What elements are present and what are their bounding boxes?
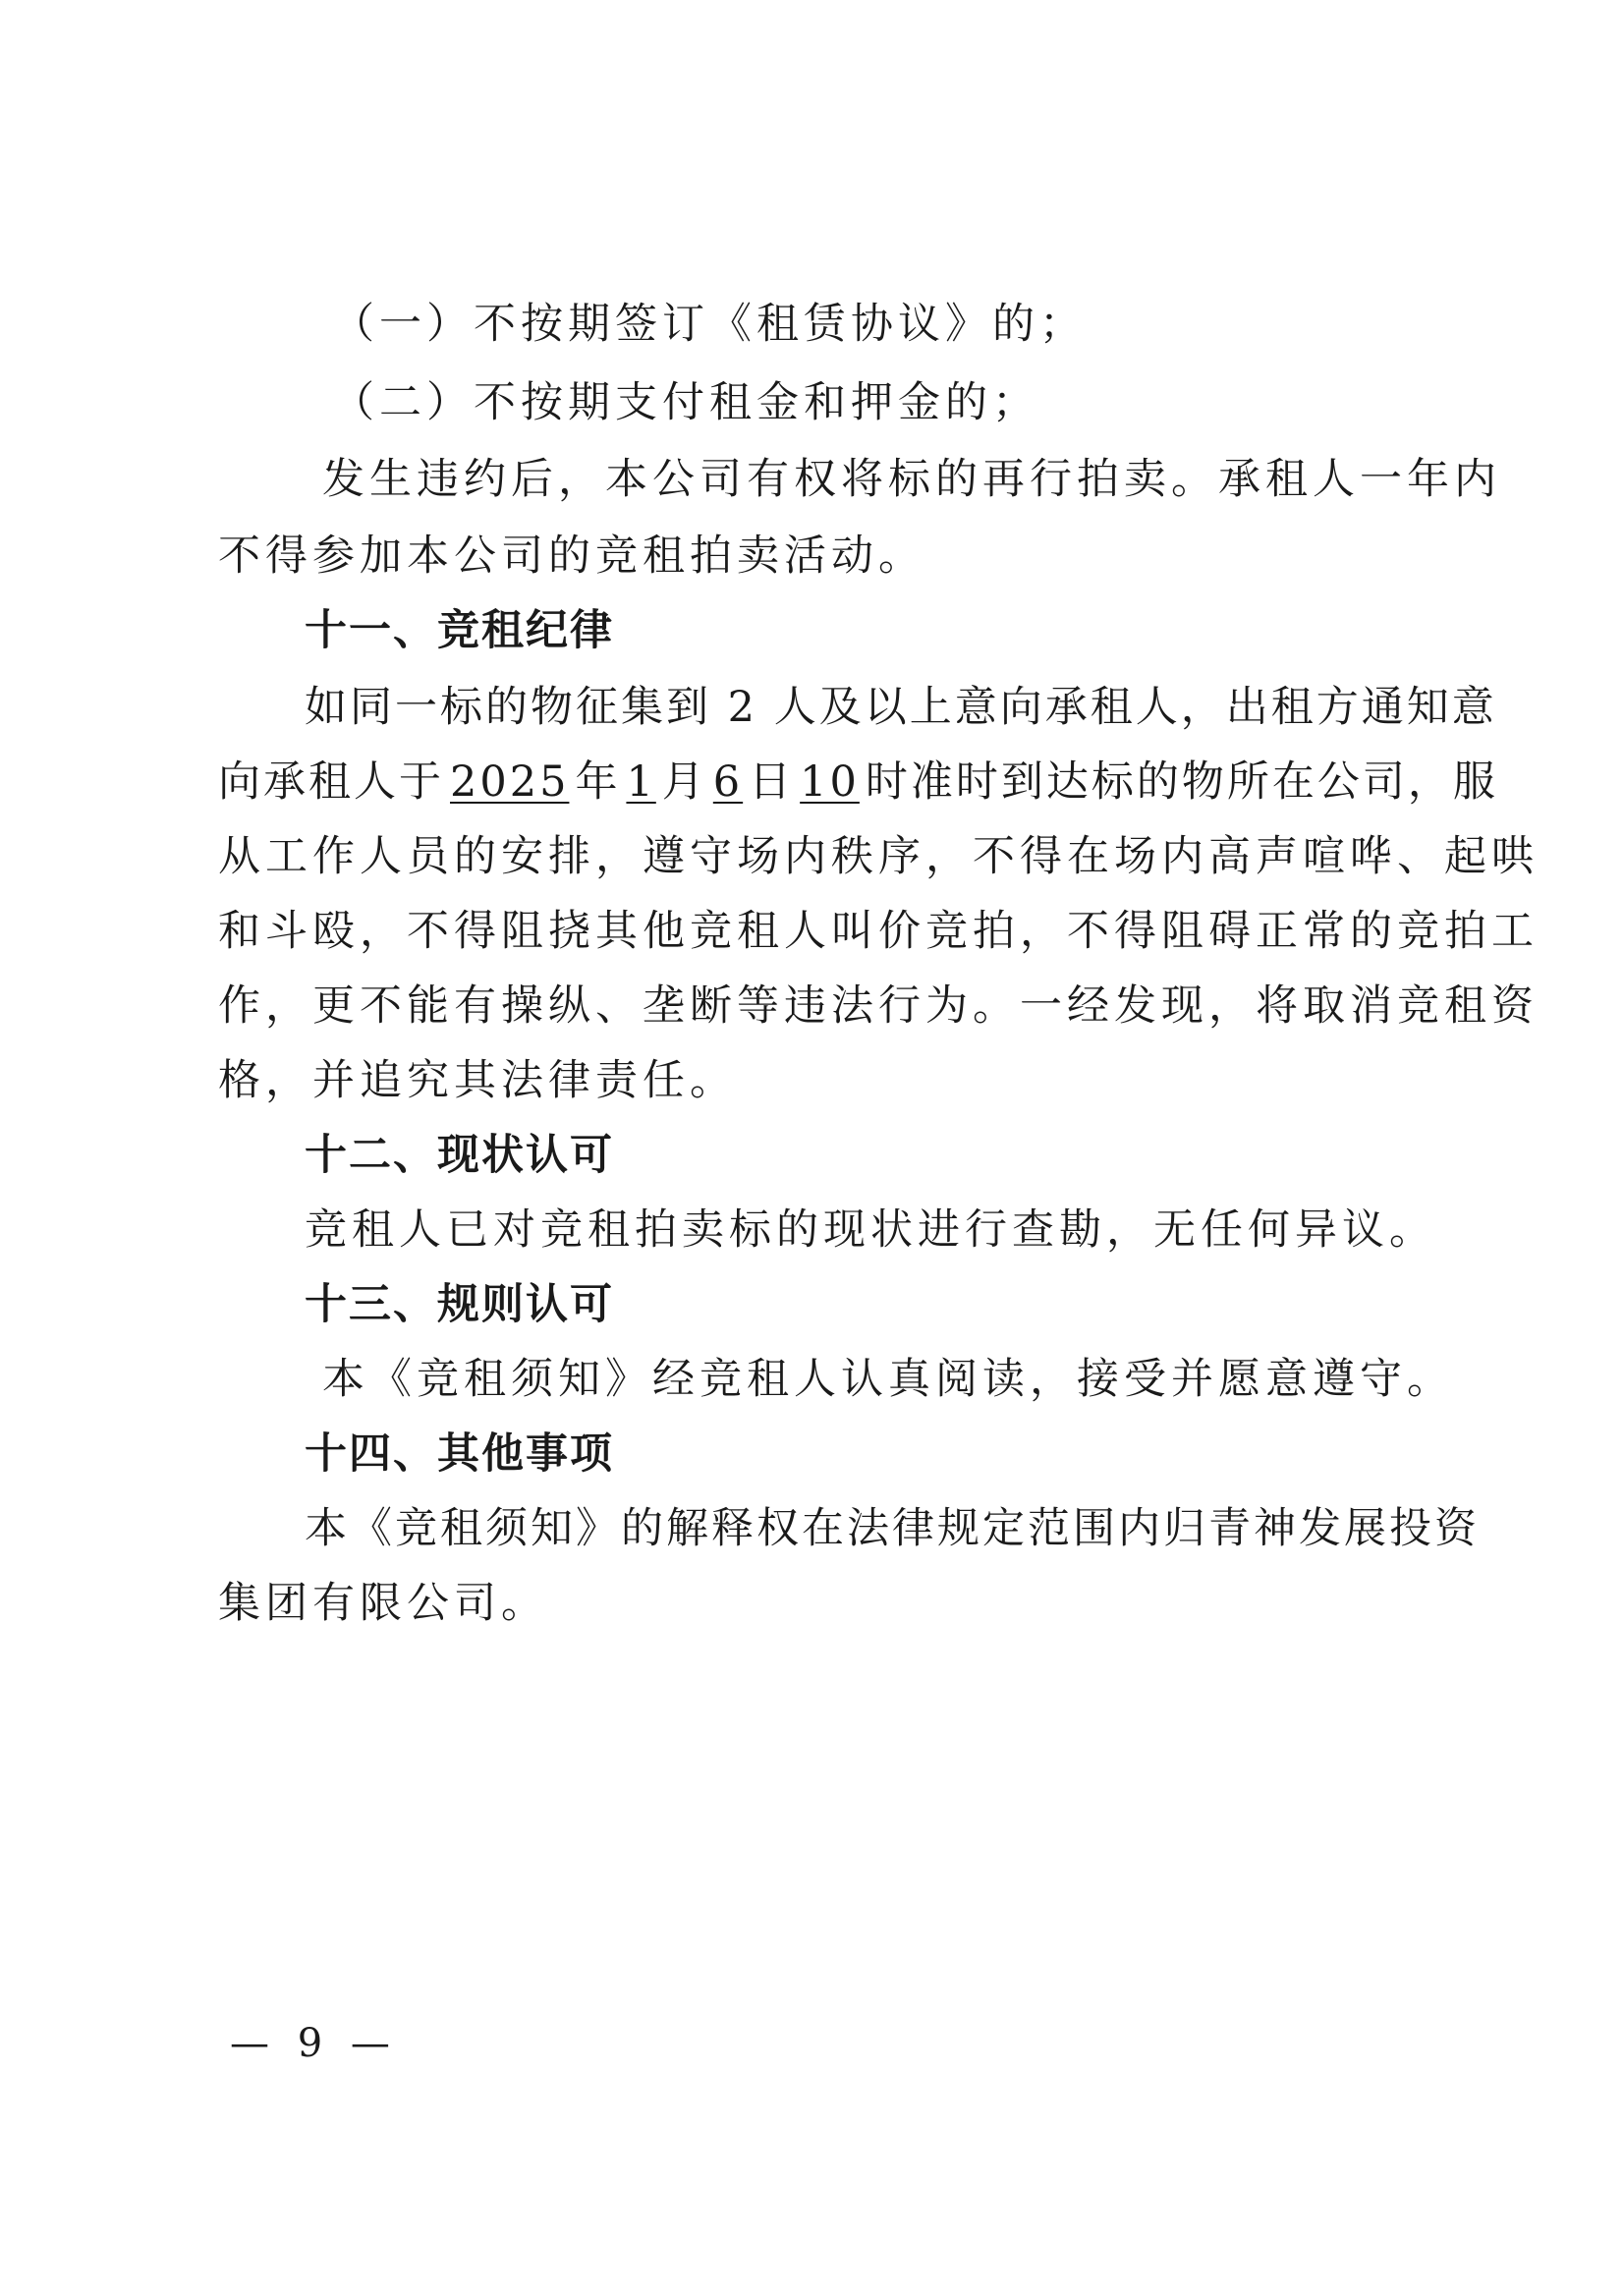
date-day: 6 [712, 757, 744, 807]
paragraph-line: 发生违约后，本公司有权将标的再行拍卖。承租人一年内 [322, 455, 1501, 504]
section-heading-14: 十四、其他事项 [305, 1429, 614, 1479]
date-year: 2025 [450, 757, 570, 807]
paragraph-line: 竞租人已对竞租拍卖标的现状进行查勘，无任何异议。 [305, 1205, 1436, 1255]
paragraph-line: 本《竞租须知》经竞租人认真阅读，接受并愿意遵守。 [322, 1355, 1454, 1404]
paragraph-line: 本《竞租须知》的解释权在法律规定范围内归青神发展投资 [305, 1504, 1480, 1553]
paragraph-line-date [218, 753, 1498, 812]
date-prefix: 向承租人于 [218, 757, 444, 807]
paragraph-line: 如同一标的物征集到 2 人及以上意向承租人，出租方通知意 [305, 683, 1497, 732]
paragraph-line: 作，更不能有操纵、垄断等违法行为。一经发现，将取消竞租资 [218, 981, 1539, 1031]
paragraph-line: 和斗殴，不得阻挠其他竞租人叫价竞拍，不得阻碍正常的竞拍工 [218, 907, 1539, 956]
paragraph-line: 不得参加本公司的竞租拍卖活动。 [218, 532, 925, 581]
clause-item-2: （二）不按期支付租金和押金的； [332, 378, 1039, 427]
clause-item-1: （一）不按期签订《租赁协议》的； [332, 300, 1087, 349]
page-number: — 9 — [230, 2021, 398, 2066]
date-suffix: 时准时到达标的物所在公司，服 [865, 757, 1498, 807]
section-heading-12: 十二、现状认可 [305, 1131, 614, 1180]
section-heading-13: 十三、规则认可 [305, 1280, 614, 1329]
date-month: 1 [626, 757, 656, 807]
paragraph-line: 格，并追究其法律责任。 [218, 1056, 737, 1105]
date-hour: 10 [800, 757, 860, 807]
date-year-unit: 年 [575, 757, 621, 807]
paragraph-line: 集团有限公司。 [218, 1579, 548, 1628]
section-heading-11: 十一、竞租纪律 [305, 606, 614, 655]
date-month-unit: 月 [661, 757, 707, 807]
paragraph-line: 从工作人员的安排，遵守场内秩序，不得在场内高声喧哗、起哄 [218, 832, 1539, 881]
date-day-unit: 日 [749, 757, 795, 807]
